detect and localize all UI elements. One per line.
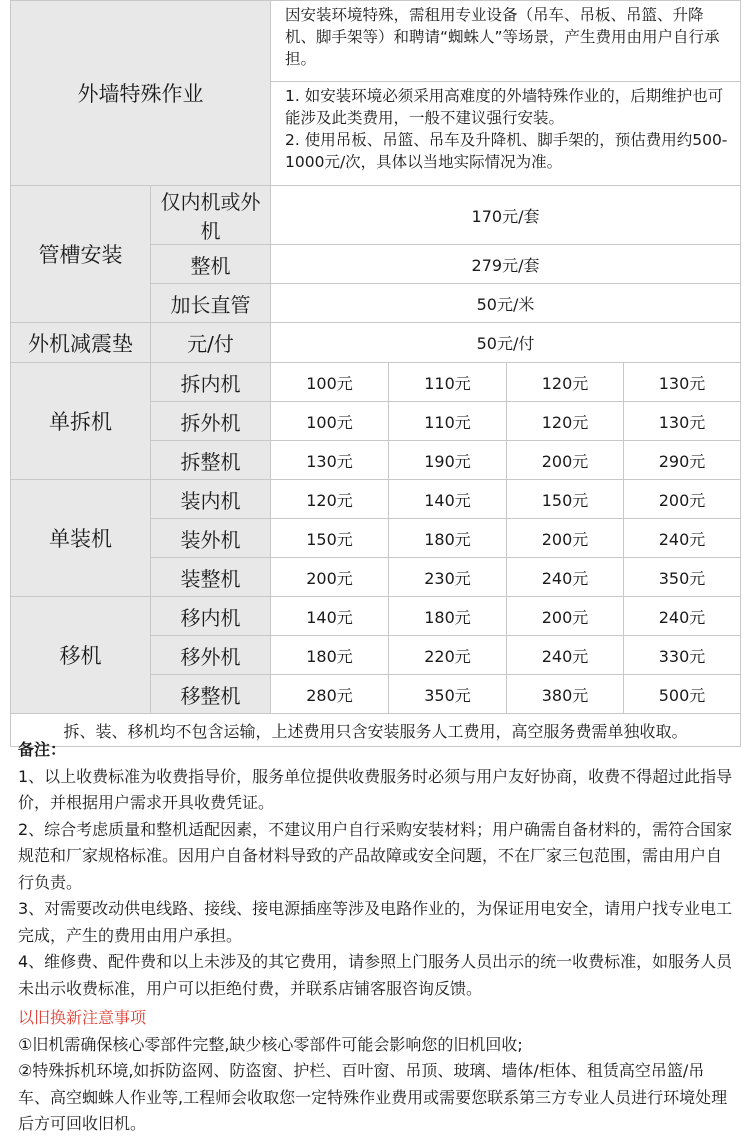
price-cell: 100元 [271,402,389,441]
pad-row [11,323,741,363]
price-cell: 200元 [624,480,741,519]
price-cell: 290元 [624,441,741,480]
price-cell: 130元 [624,363,741,402]
price-cell: 350元 [624,558,741,597]
wall-work-text1: 因安装环境特殊，需租用专业设备（吊车、吊板、吊篮、升降机、脚手架等）和聘请“蜘蛛人”等场景，产生费用由用户自行承担。 [271,1,741,82]
remove-label: 拆外机 [151,402,271,441]
wall-work-text3: 2. 使用吊板、吊篮、吊车及升降机、脚手架的，预估费用约500-1000元/次，具体以当地实际情况为准。 [285,131,728,171]
pipe-label: 整机 [151,245,271,284]
price-cell: 100元 [271,363,389,402]
pipe-price: 50元/米 [271,284,741,323]
remove-row [11,363,741,402]
price-cell: 500元 [624,675,741,714]
note-item: 2、综合考虑质量和整机适配因素，不建议用户自行采购安装材料；用户确需自备材料的，需符合国家规范和厂家规格标准。因用户自备材料导致的产品故障或安全问题，不在厂家三包范围，需由用户自行负责。 [18,819,733,892]
price-cell: 180元 [271,636,389,675]
price-cell: 200元 [271,558,389,597]
notes-section [18,737,736,1138]
note-item: 1、以上收费标准为收费指导价，服务单位提供收费服务时必须与用户友好协商，收费不得超过此指导价，并根据用户需求开具收费凭证。 [18,766,733,812]
move-label: 移整机 [151,675,271,714]
price-cell: 120元 [507,402,624,441]
price-cell: 200元 [507,441,624,480]
remove-category: 单拆机 [11,363,151,480]
price-cell: 350元 [389,675,507,714]
price-cell: 280元 [271,675,389,714]
price-cell: 200元 [507,519,624,558]
price-cell: 130元 [624,402,741,441]
price-cell: 240元 [624,519,741,558]
price-cell: 130元 [271,441,389,480]
price-cell: 120元 [271,480,389,519]
trade-in-item: ②特殊拆机环境,如拆防盗网、防盗窗、护栏、百叶窗、吊顶、玻璃、墙体/柜体、租赁高空吊篮/吊车、高空蜘蛛人作业等,工程师会收取您一定特殊作业费用或需要您联系第三方专业人员进行环境处理后方可回收旧机。 [18,1061,728,1133]
price-cell: 190元 [389,441,507,480]
move-label: 移内机 [151,597,271,636]
price-cell: 110元 [389,402,507,441]
pad-price: 50元/付 [271,323,741,363]
price-cell: 180元 [389,519,507,558]
price-cell: 150元 [271,519,389,558]
price-cell: 240元 [507,636,624,675]
price-cell: 140元 [389,480,507,519]
install-category: 单装机 [11,480,151,597]
price-cell: 380元 [507,675,624,714]
wall-work-text2: 1. 如安装环境必须采用高难度的外墙特殊作业的，后期维护也可能涉及此类费用，一般不建议强行安装。 [285,87,724,127]
move-label: 移外机 [151,636,271,675]
pipe-label: 加长直管 [151,284,271,323]
trade-in-title: 以旧换新注意事项 [18,1008,147,1027]
remove-label: 拆整机 [151,441,271,480]
wall-work-details [271,82,741,186]
move-category: 移机 [11,597,151,714]
wall-work-category: 外墙特殊作业 [11,1,271,186]
price-cell: 140元 [271,597,389,636]
install-label: 装外机 [151,519,271,558]
pipe-row [11,186,741,245]
install-row [11,480,741,519]
wall-work-row [11,1,741,82]
price-cell: 220元 [389,636,507,675]
price-cell: 230元 [389,558,507,597]
install-label: 装整机 [151,558,271,597]
remove-label: 拆内机 [151,363,271,402]
table-footer-note: 拆、装、移机均不包含运输，上述费用只含安装服务人工费用，高空服务费需单独收取。 [11,714,741,747]
price-cell: 330元 [624,636,741,675]
notes-heading: 备注： [18,740,67,759]
trade-in-item: ①旧机需确保核心零部件完整,缺少核心零部件可能会影响您的旧机回收; [18,1034,523,1054]
pipe-price: 170元/套 [271,186,741,245]
move-row [11,597,741,636]
pipe-label: 仅内机或外机 [151,186,271,245]
price-cell: 180元 [389,597,507,636]
price-table [10,0,741,747]
note-item: 4、维修费、配件费和以上未涉及的其它费用，请参照上门服务人员出示的统一收费标准，如服务人员未出示收费标准，用户可以拒绝付费，并联系店铺客服咨询反馈。 [18,952,733,998]
pipe-price: 279元/套 [271,245,741,284]
pad-unit: 元/付 [151,323,271,363]
price-cell: 150元 [507,480,624,519]
price-cell: 200元 [507,597,624,636]
note-item: 3、对需要改动供电线路、接线、接电源插座等涉及电路作业的，为保证用电安全，请用户找专业电工完成，产生的费用由用户承担。 [18,899,733,945]
price-cell: 240元 [507,558,624,597]
pad-category: 外机减震垫 [11,323,151,363]
pipe-category: 管槽安装 [11,186,151,323]
price-cell: 120元 [507,363,624,402]
install-label: 装内机 [151,480,271,519]
price-cell: 240元 [624,597,741,636]
price-cell: 110元 [389,363,507,402]
